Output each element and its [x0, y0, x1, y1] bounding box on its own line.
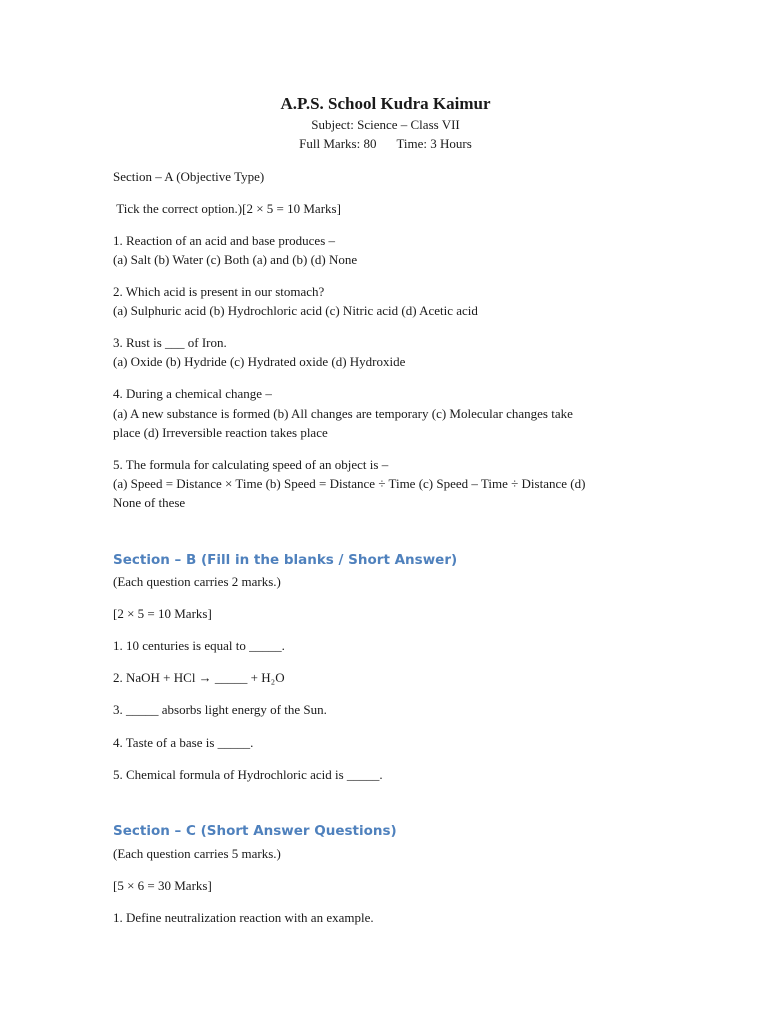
options-a4-line1: (a) A new substance is formed (b) All changes are temporary (c) Molecular changes take: [113, 406, 573, 421]
question-c1: 1. Define neutralization reaction with an example.: [113, 910, 374, 925]
question-a5: 5. The formula for calculating speed of an object is –: [113, 457, 389, 472]
subject-line: Subject: Science – Class VII: [311, 117, 460, 132]
options-a4-line2: place (d) Irreversible reaction takes place: [113, 425, 328, 440]
full-marks: Full Marks: 80: [299, 136, 377, 151]
options-a5-line2: None of these: [113, 495, 186, 510]
exam-time: Time: 3 Hours: [396, 136, 472, 151]
section-c-title: Section – C (Short Answer Questions): [113, 823, 397, 839]
question-a1: 1. Reaction of an acid and base produces –: [113, 233, 336, 248]
question-b5: 5. Chemical formula of Hydrochloric acid is _____.: [113, 767, 383, 782]
section-b-marks: [2 × 5 = 10 Marks]: [113, 606, 212, 621]
question-a2: 2. Which acid is present in our stomach?: [113, 284, 325, 299]
question-b2: 2. NaOH + HCl → _____ + H₂O: [113, 670, 285, 685]
section-b-title: Section – B (Fill in the blanks / Short Answer): [113, 552, 458, 568]
section-b-note: (Each question carries 2 marks.): [113, 574, 281, 589]
question-a4: 4. During a chemical change –: [113, 386, 272, 401]
school-title: A.P.S. School Kudra Kaimur: [280, 94, 491, 113]
marks-time-line: [113, 134, 658, 153]
section-c-marks: [5 × 6 = 30 Marks]: [113, 878, 212, 893]
question-a3: 3. Rust is ___ of Iron.: [113, 335, 227, 350]
question-b4: 4. Taste of a base is _____.: [113, 735, 254, 750]
question-b1: 1. 10 centuries is equal to _____.: [113, 638, 285, 653]
question-b3: 3. _____ absorbs light energy of the Sun.: [113, 702, 327, 717]
section-a-instruction: Tick the correct option.)[2 × 5 = 10 Marks]: [116, 201, 341, 216]
options-a1: (a) Salt (b) Water (c) Both (a) and (b) (d) None: [113, 252, 358, 267]
options-a3: (a) Oxide (b) Hydride (c) Hydrated oxide (d) Hydroxide: [113, 354, 406, 369]
options-a2: (a) Sulphuric acid (b) Hydrochloric acid (c) Nitric acid (d) Acetic acid: [113, 303, 478, 318]
options-a5-line1: (a) Speed = Distance × Time (b) Speed = Distance ÷ Time (c) Speed – Time ÷ Distance (d): [113, 476, 586, 491]
section-c-note: (Each question carries 5 marks.): [113, 846, 281, 861]
section-a-title: Section – A (Objective Type): [113, 169, 265, 184]
